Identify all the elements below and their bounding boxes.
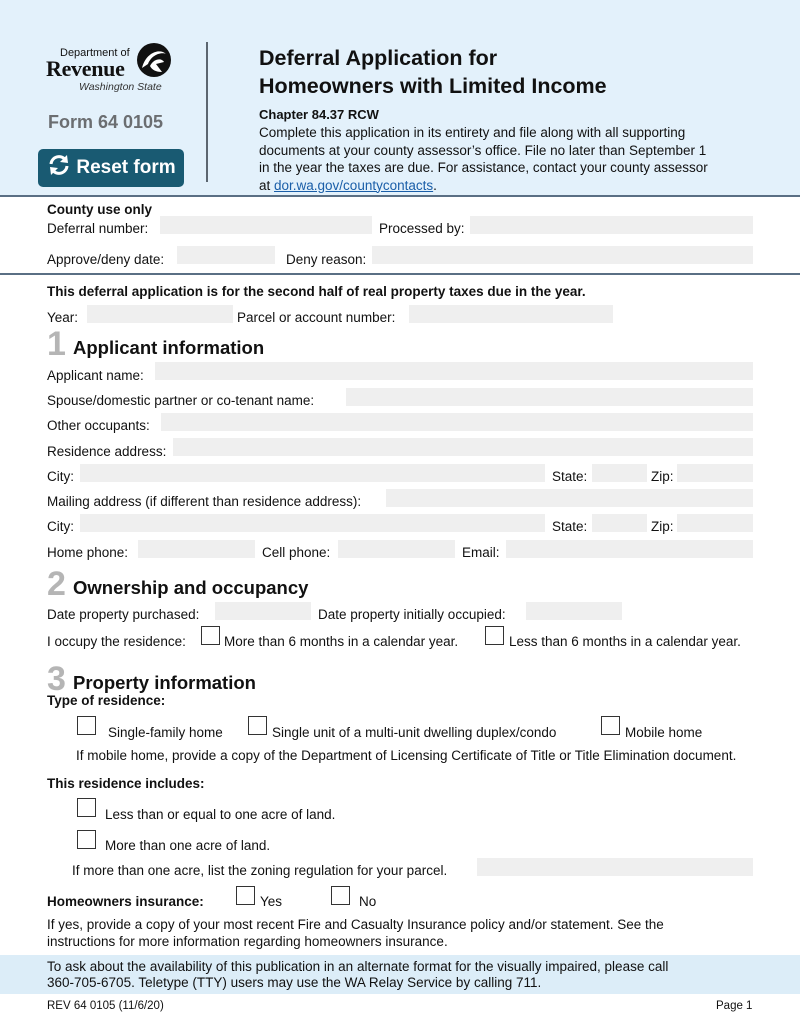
section-2-title: Ownership and occupancy	[73, 577, 309, 598]
zip-field[interactable]	[677, 464, 753, 482]
insurance-yes-checkbox[interactable]	[236, 886, 255, 905]
date-occupied-field[interactable]	[526, 602, 622, 620]
dor-swirl-logo-icon	[136, 42, 172, 78]
section-1-number: 1	[47, 325, 66, 363]
mobile-home-label: Mobile home	[625, 725, 703, 740]
single-family-label: Single-family home	[108, 725, 223, 740]
section-2-number: 2	[47, 565, 66, 603]
insurance-note-line-1: If yes, provide a copy of your most recent Fire and Casualty Insurance policy and/or statement. See the	[47, 917, 664, 932]
page-number: Page 1	[716, 1000, 753, 1012]
zoning-field[interactable]	[477, 858, 753, 876]
page-title	[259, 44, 607, 100]
parcel-number-label: Parcel or account number:	[237, 310, 396, 325]
processed-by-field[interactable]	[470, 216, 753, 234]
occupy-less-checkbox[interactable]	[485, 626, 504, 645]
mailing-address-label: Mailing address (if different than residence address):	[47, 494, 362, 509]
refresh-icon	[46, 152, 72, 184]
accessibility-line-1: To ask about the availability of this publication in an alternate format for the visually impaired, please call	[47, 959, 669, 974]
multi-unit-checkbox[interactable]	[248, 716, 267, 735]
other-occupants-field[interactable]	[161, 413, 753, 431]
processed-by-label: Processed by:	[379, 221, 465, 236]
section-3-number: 3	[47, 660, 66, 698]
deny-reason-field[interactable]	[372, 246, 753, 264]
title-line-2: Homeowners with Limited Income	[259, 74, 607, 98]
deny-reason-label: Deny reason:	[286, 252, 367, 267]
occupy-label: I occupy the residence:	[47, 634, 186, 649]
multi-unit-label: Single unit of a multi-unit dwelling duplex/condo	[272, 725, 557, 740]
email-label: Email:	[462, 545, 500, 560]
section-1-title: Applicant information	[73, 337, 265, 358]
title-line-1: Deferral Application for	[259, 46, 498, 70]
occupy-more-checkbox[interactable]	[201, 626, 220, 645]
year-label: Year:	[47, 310, 79, 325]
accessibility-line-2: 360-705-6705. Teletype (TTY) users may use the WA Relay Service by calling 711.	[47, 975, 542, 990]
spouse-name-label: Spouse/domestic partner or co-tenant name:	[47, 393, 315, 408]
insurance-yes-label: Yes	[260, 894, 283, 909]
deferral-statement: This deferral application is for the second half of real property taxes due in the year.	[47, 284, 586, 299]
insurance-no-label: No	[359, 894, 377, 909]
residence-address-field[interactable]	[173, 438, 753, 456]
zip-label: Zip:	[651, 469, 674, 484]
home-phone-label: Home phone:	[47, 545, 129, 560]
mailing-city-label: City:	[47, 519, 74, 534]
county-contacts-link[interactable]: dor.wa.gov/countycontacts	[274, 177, 434, 193]
less-than-acre-checkbox[interactable]	[77, 798, 96, 817]
mailing-state-field[interactable]	[592, 514, 647, 532]
reset-form-button[interactable]	[38, 149, 184, 187]
mailing-city-field[interactable]	[80, 514, 545, 532]
homeowners-insurance-label: Homeowners insurance:	[47, 894, 204, 909]
date-purchased-label: Date property purchased:	[47, 607, 200, 622]
form-number: Form 64 0105	[48, 112, 164, 132]
section-3-title: Property information	[73, 672, 256, 693]
insurance-note-line-2: instructions for more information regarding homeowners insurance.	[47, 934, 448, 949]
approve-deny-date-field[interactable]	[177, 246, 275, 264]
email-field[interactable]	[506, 540, 753, 558]
state-field[interactable]	[592, 464, 647, 482]
occupy-more-label: More than 6 months in a calendar year.	[224, 634, 459, 649]
deferral-number-label: Deferral number:	[47, 221, 149, 236]
home-phone-field[interactable]	[138, 540, 255, 558]
more-than-acre-label: More than one acre of land.	[105, 838, 271, 853]
insurance-no-checkbox[interactable]	[331, 886, 350, 905]
other-occupants-label: Other occupants:	[47, 418, 150, 433]
logo-department-text: Department of	[60, 47, 130, 59]
section-divider	[0, 273, 800, 275]
deferral-number-field[interactable]	[160, 216, 372, 234]
date-purchased-field[interactable]	[215, 602, 311, 620]
chapter-reference: Chapter 84.37 RCW	[259, 107, 379, 122]
revision-code: REV 64 0105 (11/6/20)	[47, 1000, 164, 1012]
mailing-zip-label: Zip:	[651, 519, 674, 534]
city-field[interactable]	[80, 464, 545, 482]
parcel-number-field[interactable]	[409, 305, 613, 323]
logo-state-text: Washington State	[79, 81, 162, 93]
spouse-name-field[interactable]	[346, 388, 753, 406]
city-label: City:	[47, 469, 74, 484]
applicant-name-field[interactable]	[155, 362, 753, 380]
cell-phone-field[interactable]	[338, 540, 455, 558]
mailing-address-field[interactable]	[386, 489, 753, 507]
mailing-state-label: State:	[552, 519, 588, 534]
intro-end: .	[433, 177, 437, 193]
residence-includes-heading: This residence includes:	[47, 776, 205, 791]
county-use-heading: County use only	[47, 202, 153, 217]
intro-body: Complete this application in its entirety and file along with all supporting documents at your county assessor’s office. File no later than September 1 in the year the taxes are due. For assistance, contact your county assessor at	[259, 125, 708, 193]
single-family-checkbox[interactable]	[77, 716, 96, 735]
zoning-label: If more than one acre, list the zoning regulation for your parcel.	[72, 863, 448, 878]
approve-deny-date-label: Approve/deny date:	[47, 252, 165, 267]
mobile-home-note: If mobile home, provide a copy of the Department of Licensing Certificate of Title or Title Elimination document.	[76, 748, 737, 763]
occupy-less-label: Less than 6 months in a calendar year.	[509, 634, 741, 649]
applicant-name-label: Applicant name:	[47, 368, 144, 383]
logo-revenue-text: Revenue	[46, 56, 125, 81]
intro-text	[259, 124, 719, 194]
type-of-residence-heading: Type of residence:	[47, 693, 166, 708]
mobile-home-checkbox[interactable]	[601, 716, 620, 735]
reset-form-label: Reset form	[76, 157, 176, 178]
cell-phone-label: Cell phone:	[262, 545, 331, 560]
mailing-zip-field[interactable]	[677, 514, 753, 532]
year-field[interactable]	[87, 305, 233, 323]
less-than-acre-label: Less than or equal to one acre of land.	[105, 807, 336, 822]
more-than-acre-checkbox[interactable]	[77, 830, 96, 849]
header-divider	[206, 42, 208, 182]
state-label: State:	[552, 469, 588, 484]
date-occupied-label: Date property initially occupied:	[318, 607, 506, 622]
residence-address-label: Residence address:	[47, 444, 167, 459]
